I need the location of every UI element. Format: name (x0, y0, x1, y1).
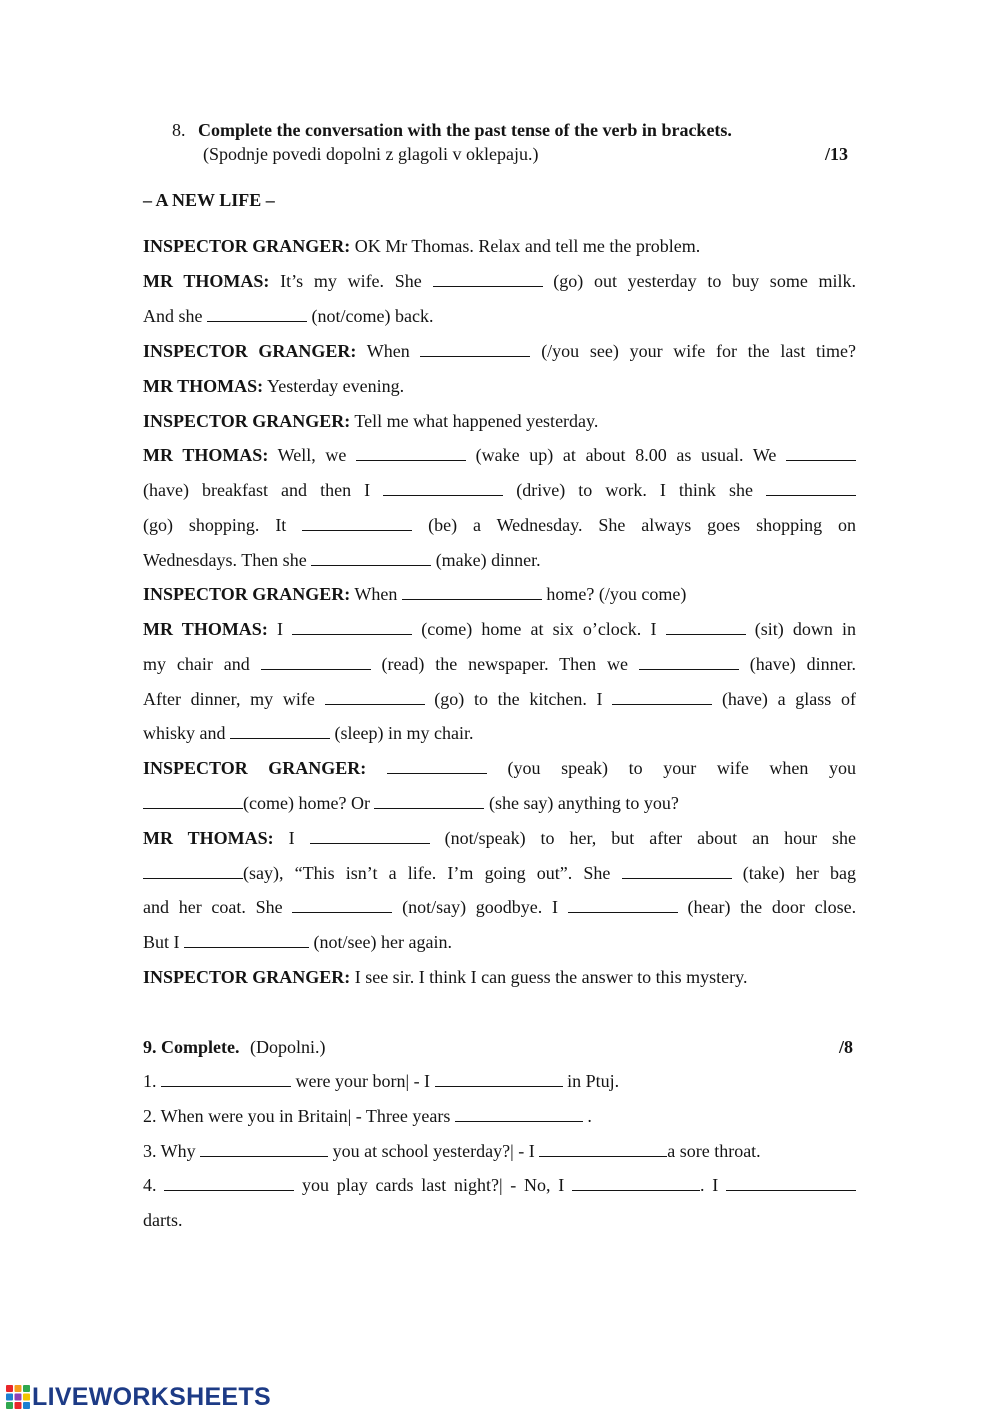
exercise-9-item: 2. When were you in Britain| - Three years . (143, 1106, 592, 1126)
answer-blank[interactable] (726, 1175, 856, 1191)
dialogue-line: After dinner, my wife (go) to the kitchen. I (have) a glass of (143, 689, 856, 709)
speaker-label: INSPECTOR GRANGER: (143, 236, 351, 256)
exercise-9-score: /8 (838, 1037, 853, 1057)
answer-blank[interactable] (786, 445, 856, 461)
answer-blank[interactable] (374, 793, 484, 809)
answer-blank[interactable] (402, 584, 542, 600)
speaker-label: INSPECTOR GRANGER: (143, 341, 357, 361)
exercise-9-subtitle: (Dopolni.) (249, 1037, 326, 1057)
dialogue-line: MR THOMAS: Well, we (wake up) at about 8.00 as usual. We (143, 444, 856, 466)
answer-blank[interactable] (539, 1141, 667, 1157)
exercise-9-title-line (143, 1036, 856, 1058)
speaker-label: INSPECTOR GRANGER: (143, 967, 351, 987)
exercise-9-item: 1. were your born| - I in Ptuj. (143, 1071, 620, 1091)
answer-blank[interactable] (261, 654, 371, 670)
answer-blank[interactable] (311, 550, 431, 566)
liveworksheets-logo (6, 1382, 271, 1412)
dialogue-line: (go) shopping. It (be) a Wednesday. She always goes shopping on (143, 515, 857, 535)
exercise-8-number: 8. (172, 120, 186, 140)
dialogue-line: (come) home? Or (she say) anything to you? (143, 792, 856, 814)
speaker-label: MR THOMAS: (143, 445, 269, 465)
answer-blank[interactable] (639, 654, 739, 670)
exercise-9-title: 9. Complete. (143, 1037, 240, 1057)
speaker-label: MR THOMAS: (143, 376, 264, 396)
speaker-label: INSPECTOR GRANGER: (143, 758, 367, 778)
answer-blank[interactable] (164, 1175, 294, 1191)
dialogue-line: And she (not/come) back. (143, 306, 434, 326)
dialogue-line: MR THOMAS: It’s my wife. She (go) out yesterday to buy some milk. (143, 271, 857, 291)
dialogue-line: INSPECTOR GRANGER: When home? (/you come) (143, 584, 687, 604)
dialogue-line: INSPECTOR GRANGER: I see sir. I think I can guess the answer to this mystery. (143, 967, 748, 987)
dialogue-line: MR THOMAS: I (not/speak) to her, but after about an hour she (143, 828, 857, 848)
dialogue-line: my chair and (read) the newspaper. Then we (have) dinner. (143, 654, 857, 674)
answer-blank[interactable] (622, 863, 732, 879)
exercise-8-score: /13 (824, 144, 848, 164)
dialogue-line: INSPECTOR GRANGER: (you speak) to your wife when you (143, 758, 856, 778)
dialogue-line: whisky and (sleep) in my chair. (143, 723, 474, 743)
logo-text: LIVEWORKSHEETS (32, 1382, 271, 1411)
answer-blank[interactable] (435, 1071, 563, 1087)
exercise-8-title: Complete the conversation with the past tense of the verb in brackets. (198, 120, 732, 140)
answer-blank[interactable] (200, 1141, 328, 1157)
exercise-9-item: darts. (143, 1210, 183, 1230)
answer-blank[interactable] (325, 689, 425, 705)
answer-blank[interactable] (420, 341, 530, 357)
exercise-9-item: 3. Why you at school yesterday?| - I a sore throat. (143, 1141, 761, 1161)
dialogue-line: (have) breakfast and then I (drive) to work. I think she (143, 479, 856, 501)
logo-squares-icon (6, 1385, 30, 1409)
answer-blank[interactable] (356, 445, 466, 461)
dialogue-line: INSPECTOR GRANGER: Tell me what happened yesterday. (143, 411, 599, 431)
story-title: – A NEW LIFE – (143, 190, 275, 210)
exercise-8-subtitle-line (203, 143, 848, 165)
answer-blank[interactable] (387, 758, 487, 774)
answer-blank[interactable] (302, 515, 412, 531)
speaker-label: MR THOMAS: (143, 828, 274, 848)
answer-blank[interactable] (766, 480, 856, 496)
dialogue-line: But I (not/see) her again. (143, 932, 452, 952)
answer-blank[interactable] (572, 1175, 700, 1191)
speaker-label: INSPECTOR GRANGER: (143, 584, 351, 604)
speaker-label: MR THOMAS: (143, 619, 268, 639)
speaker-label: INSPECTOR GRANGER: (143, 411, 351, 431)
answer-blank[interactable] (383, 480, 503, 496)
answer-blank[interactable] (612, 689, 712, 705)
answer-blank[interactable] (184, 932, 309, 948)
answer-blank[interactable] (143, 793, 243, 809)
answer-blank[interactable] (161, 1071, 291, 1087)
answer-blank[interactable] (230, 723, 330, 739)
answer-blank[interactable] (207, 306, 307, 322)
answer-blank[interactable] (143, 863, 243, 879)
dialogue-line: INSPECTOR GRANGER: OK Mr Thomas. Relax and tell me the problem. (143, 236, 701, 256)
answer-blank[interactable] (568, 897, 678, 913)
speaker-label: MR THOMAS: (143, 271, 270, 291)
answer-blank[interactable] (455, 1106, 583, 1122)
dialogue-line: MR THOMAS: Yesterday evening. (143, 376, 405, 396)
dialogue-line: INSPECTOR GRANGER: When (/you see) your wife for the last time? (143, 341, 857, 361)
dialogue-line: and her coat. She (not/say) goodbye. I (hear) the door close. (143, 897, 857, 917)
exercise-8-title-line (172, 119, 856, 141)
answer-blank[interactable] (666, 619, 746, 635)
exercise-9-item: 4. you play cards last night?| - No, I . I (143, 1174, 856, 1196)
answer-blank[interactable] (433, 271, 543, 287)
exercise-8-subtitle: (Spodnje povedi dopolni z glagoli v oklepaju.) (203, 144, 539, 164)
answer-blank[interactable] (310, 828, 430, 844)
dialogue-line: (say), “This isn’t a life. I’m going out”. She (take) her bag (143, 862, 856, 884)
answer-blank[interactable] (292, 897, 392, 913)
dialogue-line: Wednesdays. Then she (make) dinner. (143, 550, 541, 570)
dialogue-line: MR THOMAS: I (come) home at six o’clock. I (sit) down in (143, 619, 857, 639)
answer-blank[interactable] (292, 619, 412, 635)
